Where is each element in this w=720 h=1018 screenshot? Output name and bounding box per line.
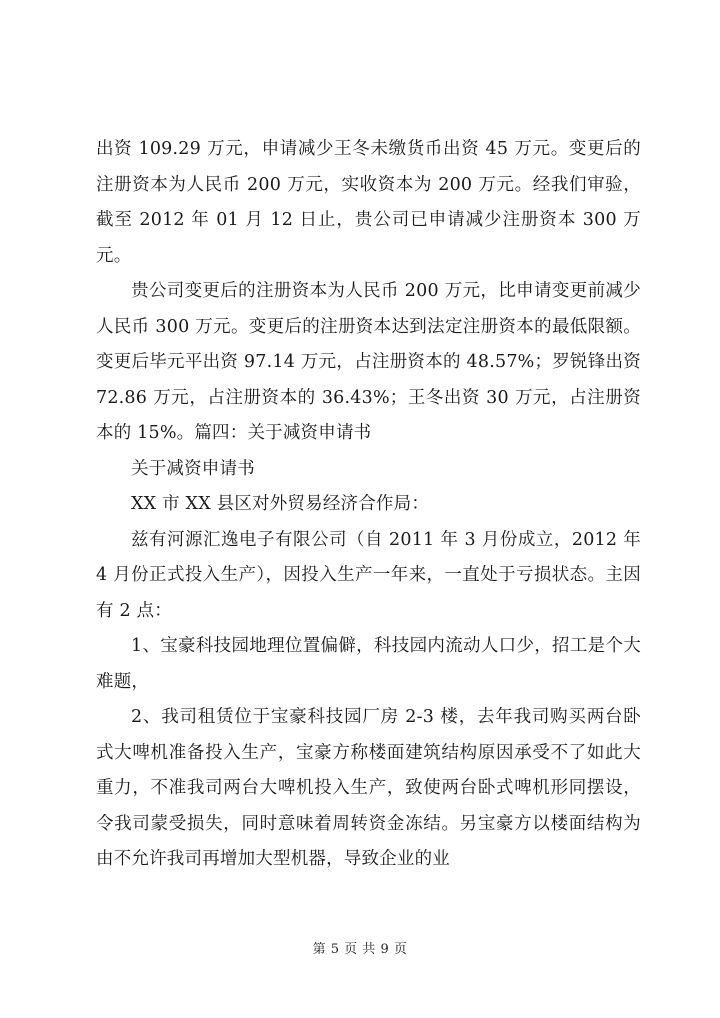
paragraph-title: 关于减资申请书 <box>131 458 255 479</box>
paragraph-company-intro: 兹有河源汇逸电子有限公司（自 2011 年 3 月份成立，2012 年 4 月份正式投入生产），因投入生产一年来，一直处于亏损状态。主因有 2 点： <box>96 529 641 621</box>
page-number-footer: 第 5 页 共 9 页 <box>312 942 408 957</box>
paragraph-capital-verification: 出资 109.29 万元，申请减少王冬未缴货币出资 45 万元。变更后的注册资本为人民币 200 万元，实收资本为 200 万元。经我们审验，截至 2012 年 01 月 12 日止，贵公司已申请减少注册资本 300 万元。 <box>96 139 641 266</box>
paragraph-addressee: XX 市 XX 县区对外贸易经济合作局： <box>131 494 430 514</box>
document-body <box>96 132 641 878</box>
paragraph-reason-2: 2、我司租赁位于宝豪科技园厂房 2-3 楼，去年我司购买两台卧式大啤机准备投入生产，宝豪方称楼面建筑结构原因承受不了如此大重力，不准我司两台大啤机投入生产，致使两台卧式啤机形同摆设，令我司蒙受损失，同时意味着周转资金冻结。另宝豪方以楼面结构为由不允许我司再增加大型机器，导致企业的业 <box>96 707 641 869</box>
paragraph-capital-change: 贵公司变更后的注册资本为人民币 200 万元，比申请变更前减少人民币 300 万元。变更后的注册资本达到法定注册资本的最低限额。变更后毕元平出资 97.14 万元，占注册资本的 48.57%；罗锐锋出资 72.86 万元，占注册资本的 36.43%；王冬出资 30 万元，占注册资本的 15%。篇四：关于减资申请书 <box>96 281 641 443</box>
paragraph-reason-1: 1、宝豪科技园地理位置偏僻，科技园内流动人口少，招工是个大难题， <box>96 636 641 692</box>
